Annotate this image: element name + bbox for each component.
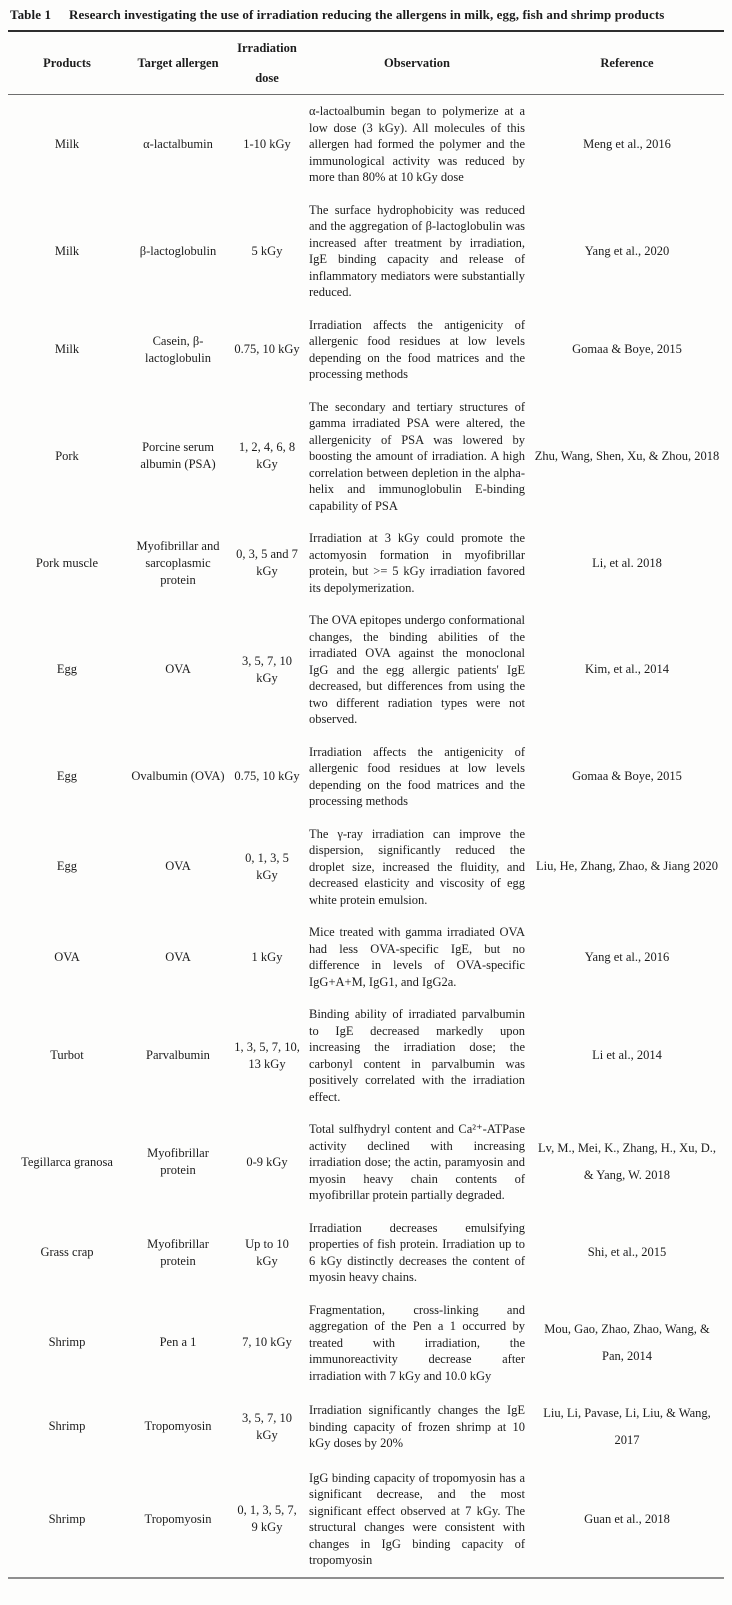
cell-product: Pork <box>55 448 79 463</box>
cell-irradiation-dose: 1-10 kGy <box>243 136 291 151</box>
cell-irradiation-dose: 7, 10 kGy <box>242 1335 292 1350</box>
cell-observation: Irradiation at 3 kGy could promote the actomyosin formation in myofibrillar protein, but >= 5 kGy irradiation favored its depolymerization. <box>309 531 525 595</box>
cell-reference: Li, et al. 2018 <box>592 555 662 570</box>
cell-irradiation-dose: Up to 10 kGy <box>245 1236 289 1268</box>
table-row <box>8 391 724 523</box>
cell-target-allergen: Tropomyosin <box>144 1419 212 1434</box>
table-row <box>8 1212 724 1294</box>
cell-product: OVA <box>54 949 80 964</box>
cell-target-allergen: OVA <box>165 949 191 964</box>
table-row <box>8 194 724 309</box>
cell-product: Egg <box>56 859 78 874</box>
cell-target-allergen: Casein, β-lactoglobulin <box>145 333 211 365</box>
cell-observation: α-lactoalbumin began to polymerize at a low dose (3 kGy). All molecules of this allergen had formed the polymer and the immunological activity was reduced by more than 80% at 10 kGy dose <box>309 104 525 184</box>
cell-product: Shrimp <box>48 1511 86 1526</box>
cell-target-allergen: β-lactoglobulin <box>139 243 217 258</box>
cell-observation: Mice treated with gamma irradiated OVA had less OVA-specific IgE, but no difference in levels of OVA-specific IgG+A+M, IgG1, and IgG2a. <box>309 925 525 989</box>
cell-product: Egg <box>56 769 78 783</box>
cell-product: Milk <box>54 136 80 151</box>
cell-product: Turbot <box>50 1048 84 1062</box>
cell-target-allergen: Parvalbumin <box>146 1048 210 1062</box>
cell-irradiation-dose: 0-9 kGy <box>246 1154 288 1169</box>
cell-reference: Lv, M., Mei, K., Zhang, H., Xu, D., & Yang, W. 2018 <box>538 1141 716 1183</box>
cell-irradiation-dose: 3, 5, 7, 10 kGy <box>242 653 292 685</box>
cell-observation: Fragmentation, cross-linking and aggregation of the Pen a 1 occurred by treated with irradiation, the immunoreactivity decrease after irradiation with 7 kGy and 10.0 kGy <box>309 1302 525 1383</box>
cell-reference: Shi, et al., 2015 <box>587 1245 667 1260</box>
cell-observation: The OVA epitopes undergo conformational changes, the binding abilities of the irradiated OVA against the monoclonal IgG and the egg allergic patients' IgE decreased, but differences from using the two different radiation types were not observed. <box>309 613 525 726</box>
table-row <box>8 1392 724 1462</box>
cell-reference: Zhu, Wang, Shen, Xu, & Zhou, 2018 <box>534 448 720 463</box>
research-table <box>8 32 724 1579</box>
cell-observation: Irradiation significantly changes the IgE binding capacity of frozen shrimp at 10 kGy doses by 20% <box>309 1403 525 1451</box>
cell-product: Pork muscle <box>35 555 99 570</box>
cell-observation: The surface hydrophobicity was reduced and the aggregation of β-lactoglobulin was increased after treatment by irradiation, IgE binding capacity and release of inflammatory mediators were substantially reduced. <box>309 202 525 299</box>
cell-reference: Liu, Li, Pavase, Li, Liu, & Wang, 2017 <box>543 1406 711 1447</box>
cell-reference: Guan et al., 2018 <box>584 1511 670 1526</box>
table-body <box>8 95 724 1578</box>
column-header-irradiation-dose: Irradiation dose <box>230 32 304 95</box>
table-caption <box>8 4 724 32</box>
table-row <box>8 604 724 736</box>
cell-reference: Kim, et al., 2014 <box>584 662 669 677</box>
column-header-reference: Reference <box>530 32 724 95</box>
column-header-target-allergen: Target allergen <box>126 32 230 95</box>
cell-observation: Total sulfhydryl content and Ca²⁺-ATPase activity declined with increasing irradiation dose; the actin, paramyosin and myosin heavy chain contents of myofibrillar protein partially degraded. <box>309 1122 525 1202</box>
table-row <box>8 1462 724 1578</box>
table-row <box>8 998 724 1113</box>
table-row <box>8 309 724 391</box>
cell-irradiation-dose: 0.75, 10 kGy <box>234 769 300 783</box>
cell-target-allergen: Myofibrillar protein <box>147 1146 209 1178</box>
cell-irradiation-dose: 0, 3, 5 and 7 kGy <box>236 547 298 578</box>
cell-reference: Yang et al., 2020 <box>584 243 670 258</box>
cell-target-allergen: Myofibrillar protein <box>147 1236 209 1268</box>
table-row <box>8 95 724 194</box>
cell-irradiation-dose: 5 kGy <box>251 243 283 258</box>
cell-product: Milk <box>54 243 80 258</box>
header-row <box>8 32 724 95</box>
cell-irradiation-dose: 1 kGy <box>251 949 283 964</box>
cell-target-allergen: OVA <box>165 662 191 677</box>
cell-observation: Irradiation decreases emulsifying properties of fish protein. Irradiation up to 6 kGy distinctly decreases the content of myosin heavy chains. <box>309 1220 525 1284</box>
table-row <box>8 1294 724 1393</box>
cell-target-allergen: Tropomyosin <box>144 1511 212 1526</box>
cell-observation: The γ-ray irradiation can improve the dispersion, significantly reduced the droplet size, increased the fluidity, and decreased elasticity and viscosity of egg white protein emulsion. <box>309 826 525 907</box>
cell-product: Milk <box>54 342 80 356</box>
cell-irradiation-dose: 1, 3, 5, 7, 10, 13 kGy <box>234 1039 300 1071</box>
cell-irradiation-dose: 1, 2, 4, 6, 8 kGy <box>238 440 296 472</box>
cell-reference: Mou, Gao, Zhao, Zhao, Wang, & Pan, 2014 <box>544 1321 710 1363</box>
cell-product: Egg <box>56 662 78 677</box>
table-caption-label: Table 1 <box>10 7 52 22</box>
cell-observation: Irradiation affects the antigenicity of allergenic food residues at low levels depending on the food matrices and the processing methods <box>309 317 525 381</box>
cell-target-allergen: Ovalbumin (OVA) <box>131 769 225 783</box>
column-header-products: Products <box>8 32 126 95</box>
cell-reference: Gomaa & Boye, 2015 <box>572 769 682 784</box>
cell-irradiation-dose: 3, 5, 7, 10 kGy <box>242 1410 292 1442</box>
cell-target-allergen: Pen a 1 <box>159 1335 197 1350</box>
cell-observation: Irradiation affects the antigenicity of allergenic food residues at low levels depending on the food matrices and the processing methods <box>309 744 525 808</box>
cell-product: Grass crap <box>40 1245 94 1259</box>
column-header-observation: Observation <box>304 32 530 95</box>
table-header <box>8 32 724 95</box>
cell-target-allergen: α-lactalbumin <box>143 136 213 151</box>
cell-product: Shrimp <box>48 1335 86 1350</box>
cell-product: Tegillarca granosa <box>21 1154 113 1169</box>
table-row <box>8 916 724 998</box>
table-row <box>8 1113 724 1212</box>
table-row <box>8 736 724 818</box>
table-row <box>8 818 724 917</box>
cell-irradiation-dose: 0, 1, 3, 5, 7, 9 kGy <box>237 1503 297 1535</box>
cell-observation: Binding ability of irradiated parvalbumin to IgE decreased markedly upon increasing the irradiation dose; the carbonyl content in parvalbumin was positively correlated with the irradiation effect. <box>309 1007 525 1104</box>
cell-reference: Meng et al., 2016 <box>583 136 671 151</box>
cell-reference: Li et al., 2014 <box>592 1048 662 1063</box>
cell-reference: Liu, He, Zhang, Zhao, & Jiang 2020 <box>536 859 718 874</box>
cell-target-allergen: OVA <box>165 859 191 874</box>
table-caption-text: Research investigating the use of irradiation reducing the allergens in milk, egg, fish and shrimp products <box>69 7 665 22</box>
cell-reference: Gomaa & Boye, 2015 <box>572 342 682 357</box>
cell-observation: IgG binding capacity of tropomyosin has a significant decrease, and the most significant effect observed at 7 kGy. The structural changes were consistent with changes in IgG binding capacity of tropomyosin <box>309 1470 525 1568</box>
cell-irradiation-dose: 0, 1, 3, 5 kGy <box>245 850 289 882</box>
cell-product: Shrimp <box>48 1419 86 1434</box>
cell-reference: Yang et al., 2016 <box>584 949 670 964</box>
cell-irradiation-dose: 0.75, 10 kGy <box>234 342 300 356</box>
cell-observation: The secondary and tertiary structures of gamma irradiated PSA were altered, the allergenicity of PSA was lowered by boosting the amount of irradiation. A high correlation between depletion in the alpha-helix and immunoglobulin E-binding capability of PSA <box>309 399 525 513</box>
table-row <box>8 522 724 604</box>
cell-target-allergen: Myofibrillar and sarcoplasmic protein <box>136 538 220 587</box>
cell-target-allergen: Porcine serum albumin (PSA) <box>140 440 216 472</box>
